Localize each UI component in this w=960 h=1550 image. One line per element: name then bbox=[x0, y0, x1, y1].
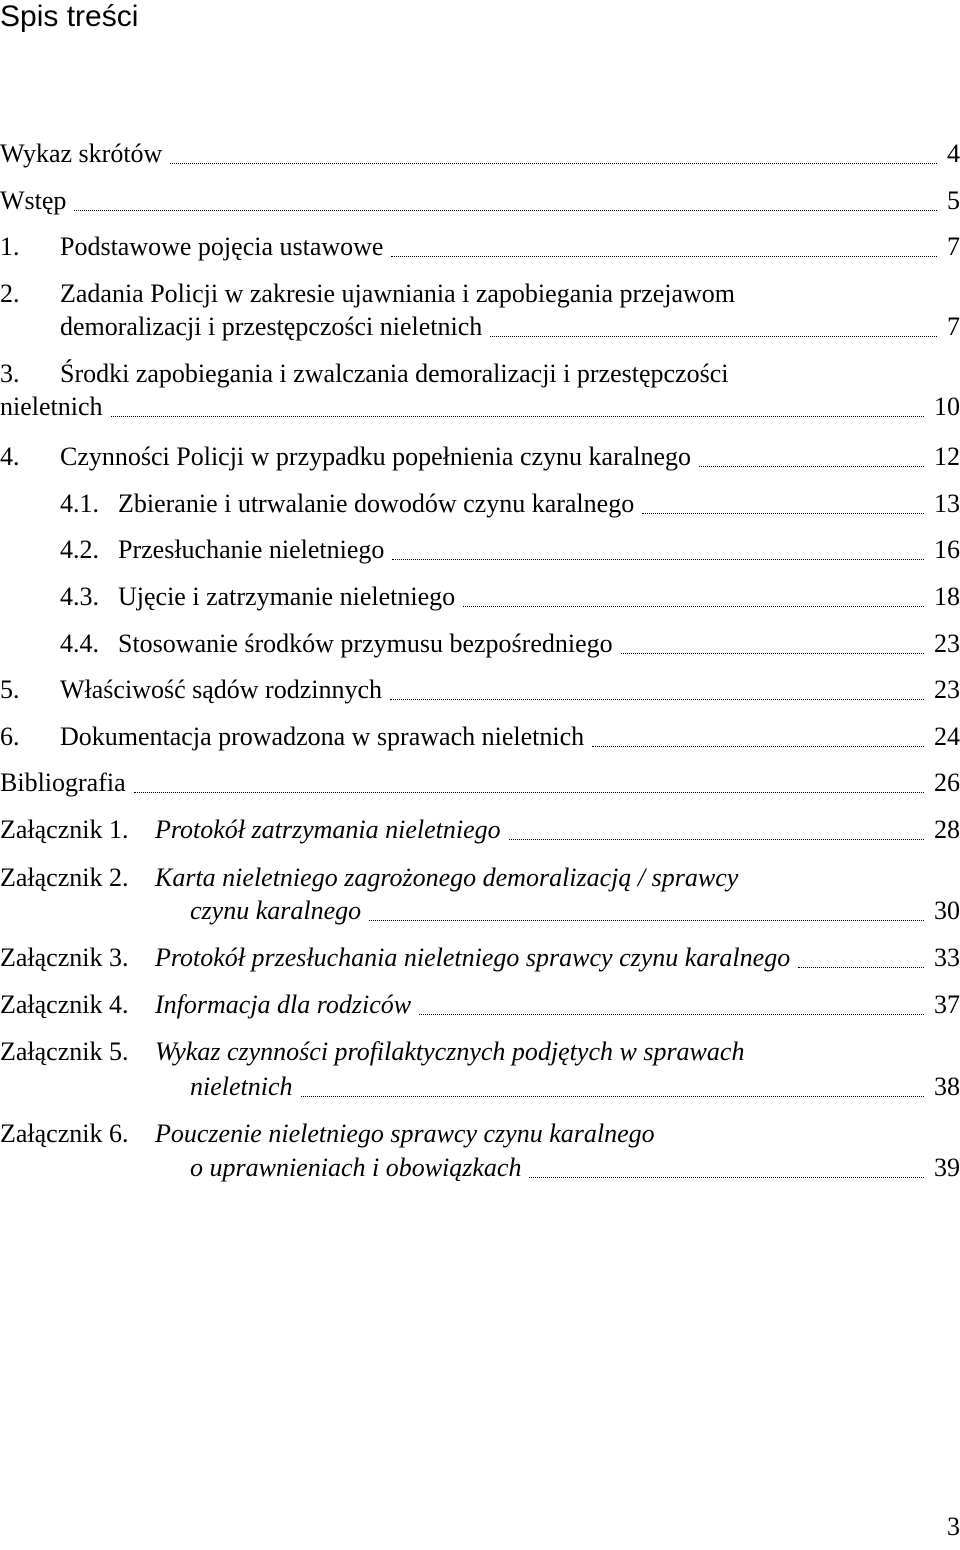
toc-dot-leader bbox=[369, 920, 924, 921]
toc-entry-title-continuation: nieletnich bbox=[0, 392, 103, 421]
toc-entry[interactable] bbox=[0, 230, 960, 264]
toc-entry[interactable] bbox=[0, 277, 960, 341]
toc-dot-leader bbox=[642, 513, 924, 514]
toc-entry-page: 5 bbox=[947, 186, 960, 215]
toc-entry-number: 3. bbox=[0, 359, 20, 388]
toc-entry-page: 10 bbox=[934, 392, 960, 421]
toc-dot-leader bbox=[419, 1014, 924, 1015]
toc-entry-title: Zbieranie i utrwalanie dowodów czynu karalnego bbox=[118, 489, 635, 518]
toc-entry-page: 23 bbox=[934, 675, 960, 704]
toc-entry[interactable] bbox=[0, 673, 960, 707]
toc-entry-title: Zadania Policji w zakresie ujawniania i zapobiegania przejawom bbox=[60, 279, 735, 308]
toc-entry-page: 26 bbox=[934, 768, 960, 797]
toc-entry-page: 7 bbox=[947, 312, 960, 341]
toc-entry-title-continuation: o uprawnieniach i obowiązkach bbox=[190, 1153, 522, 1182]
toc-entry-number: 6. bbox=[0, 722, 20, 751]
toc-entry-title: Podstawowe pojęcia ustawowe bbox=[60, 232, 384, 261]
toc-entry-number: Wykaz skrótów bbox=[0, 139, 163, 168]
toc-dot-leader bbox=[392, 559, 924, 560]
toc-dot-leader bbox=[529, 1177, 924, 1178]
toc-entry-number: Załącznik 3. bbox=[0, 943, 129, 972]
toc-dot-leader bbox=[621, 653, 924, 654]
toc-dot-leader bbox=[301, 1096, 924, 1097]
toc-dot-leader bbox=[390, 699, 924, 700]
toc-entry-page: 23 bbox=[934, 629, 960, 658]
toc-entry-title: Pouczenie nieletniego sprawcy czynu karalnego bbox=[155, 1119, 655, 1148]
toc-entry[interactable] bbox=[0, 941, 960, 975]
toc-entry-number: 4.2. bbox=[60, 535, 99, 564]
toc-entry-number: Załącznik 6. bbox=[0, 1119, 129, 1148]
toc-entry-number: 4.1. bbox=[60, 489, 99, 518]
toc-dot-leader bbox=[463, 606, 924, 607]
toc-entry-number: Załącznik 4. bbox=[0, 990, 129, 1019]
toc-entry-page: 38 bbox=[934, 1072, 960, 1101]
toc-entry-number: 5. bbox=[0, 675, 20, 704]
toc-entry-title: Protokół zatrzymania nieletniego bbox=[155, 815, 501, 844]
toc-entry-page: 30 bbox=[934, 896, 960, 925]
toc-entry[interactable] bbox=[0, 184, 960, 218]
toc-entry-number: 4.3. bbox=[60, 582, 99, 611]
toc-entry-title: Wykaz czynności profilaktycznych podjętych w sprawach bbox=[155, 1037, 745, 1066]
toc-entry-title: Ujęcie i zatrzymanie nieletniego bbox=[118, 582, 456, 611]
toc-entry-page: 37 bbox=[934, 990, 960, 1019]
toc-entry-page: 28 bbox=[934, 815, 960, 844]
page-title: Spis treści bbox=[0, 0, 139, 33]
toc-dot-leader bbox=[490, 336, 937, 337]
toc-entry[interactable] bbox=[0, 440, 960, 474]
toc-entry-page: 24 bbox=[934, 722, 960, 751]
toc-entry[interactable] bbox=[0, 720, 960, 754]
toc-entry-title: Karta nieletniego zagrożonego demoralizacją / sprawcy bbox=[155, 863, 739, 892]
toc-entry[interactable] bbox=[0, 580, 960, 614]
toc-entry-page: 33 bbox=[934, 943, 960, 972]
toc-dot-leader bbox=[134, 792, 924, 793]
toc-entry-title: Przesłuchanie nieletniego bbox=[118, 535, 385, 564]
toc-entry[interactable] bbox=[0, 861, 960, 925]
toc-entry-page: 39 bbox=[934, 1153, 960, 1182]
toc-dot-leader bbox=[170, 163, 937, 164]
toc-entry-page: 4 bbox=[947, 139, 960, 168]
toc-entry-number: 4. bbox=[0, 442, 20, 471]
toc-entry-number: 1. bbox=[0, 232, 20, 261]
toc-entry[interactable] bbox=[0, 357, 960, 421]
toc-entry-title: Stosowanie środków przymusu bezpośredniego bbox=[118, 629, 613, 658]
toc-dot-leader bbox=[592, 746, 924, 747]
toc-entry-title: Dokumentacja prowadzona w sprawach nieletnich bbox=[60, 722, 585, 751]
toc-entry-title: Środki zapobiegania i zwalczania demoralizacji i przestępczości bbox=[60, 359, 729, 388]
toc-entry-title: Protokół przesłuchania nieletniego sprawcy czynu karalnego bbox=[155, 943, 791, 972]
toc-dot-leader bbox=[391, 256, 937, 257]
toc-entry-page: 13 bbox=[934, 489, 960, 518]
toc-dot-leader bbox=[111, 416, 924, 417]
toc-entry-page: 18 bbox=[934, 582, 960, 611]
toc-entry-title-continuation: czynu karalnego bbox=[190, 896, 362, 925]
toc-dot-leader bbox=[699, 466, 924, 467]
toc-dot-leader bbox=[798, 967, 924, 968]
toc-entry[interactable] bbox=[0, 766, 960, 800]
toc-entry-number: Załącznik 1. bbox=[0, 815, 129, 844]
toc-entry-number: Załącznik 2. bbox=[0, 863, 129, 892]
toc-entry-page: 7 bbox=[947, 232, 960, 261]
toc-entry[interactable] bbox=[0, 1117, 960, 1182]
toc-entry-title: Informacja dla rodziców bbox=[155, 990, 412, 1019]
toc-entry[interactable] bbox=[0, 487, 960, 521]
toc-entry[interactable] bbox=[0, 1035, 960, 1101]
toc-entry[interactable] bbox=[0, 533, 960, 567]
toc-entry-title-continuation: demoralizacji i przestępczości nieletnich bbox=[60, 312, 483, 341]
toc-entry[interactable] bbox=[0, 813, 960, 847]
toc-entry-number: 4.4. bbox=[60, 629, 99, 658]
toc-entry-number: Załącznik 5. bbox=[0, 1037, 129, 1066]
toc-entry-number: Wstęp bbox=[0, 186, 67, 215]
toc-entry[interactable] bbox=[0, 988, 960, 1022]
toc-entry-number: Bibliografia bbox=[0, 768, 126, 797]
toc-entry-title: Właściwość sądów rodzinnych bbox=[60, 675, 383, 704]
toc-entry[interactable] bbox=[0, 627, 960, 661]
toc-entry-title-continuation: nieletnich bbox=[190, 1072, 293, 1101]
toc-entry-number: 2. bbox=[0, 279, 20, 308]
toc-dot-leader bbox=[509, 839, 924, 840]
toc-dot-leader bbox=[74, 210, 937, 211]
toc-entry-page: 12 bbox=[934, 442, 960, 471]
page-number-footer: 3 bbox=[947, 1512, 960, 1541]
toc-entry-title: Czynności Policji w przypadku popełnienia czynu karalnego bbox=[60, 442, 692, 471]
toc-entry[interactable] bbox=[0, 137, 960, 171]
toc-entry-page: 16 bbox=[934, 535, 960, 564]
